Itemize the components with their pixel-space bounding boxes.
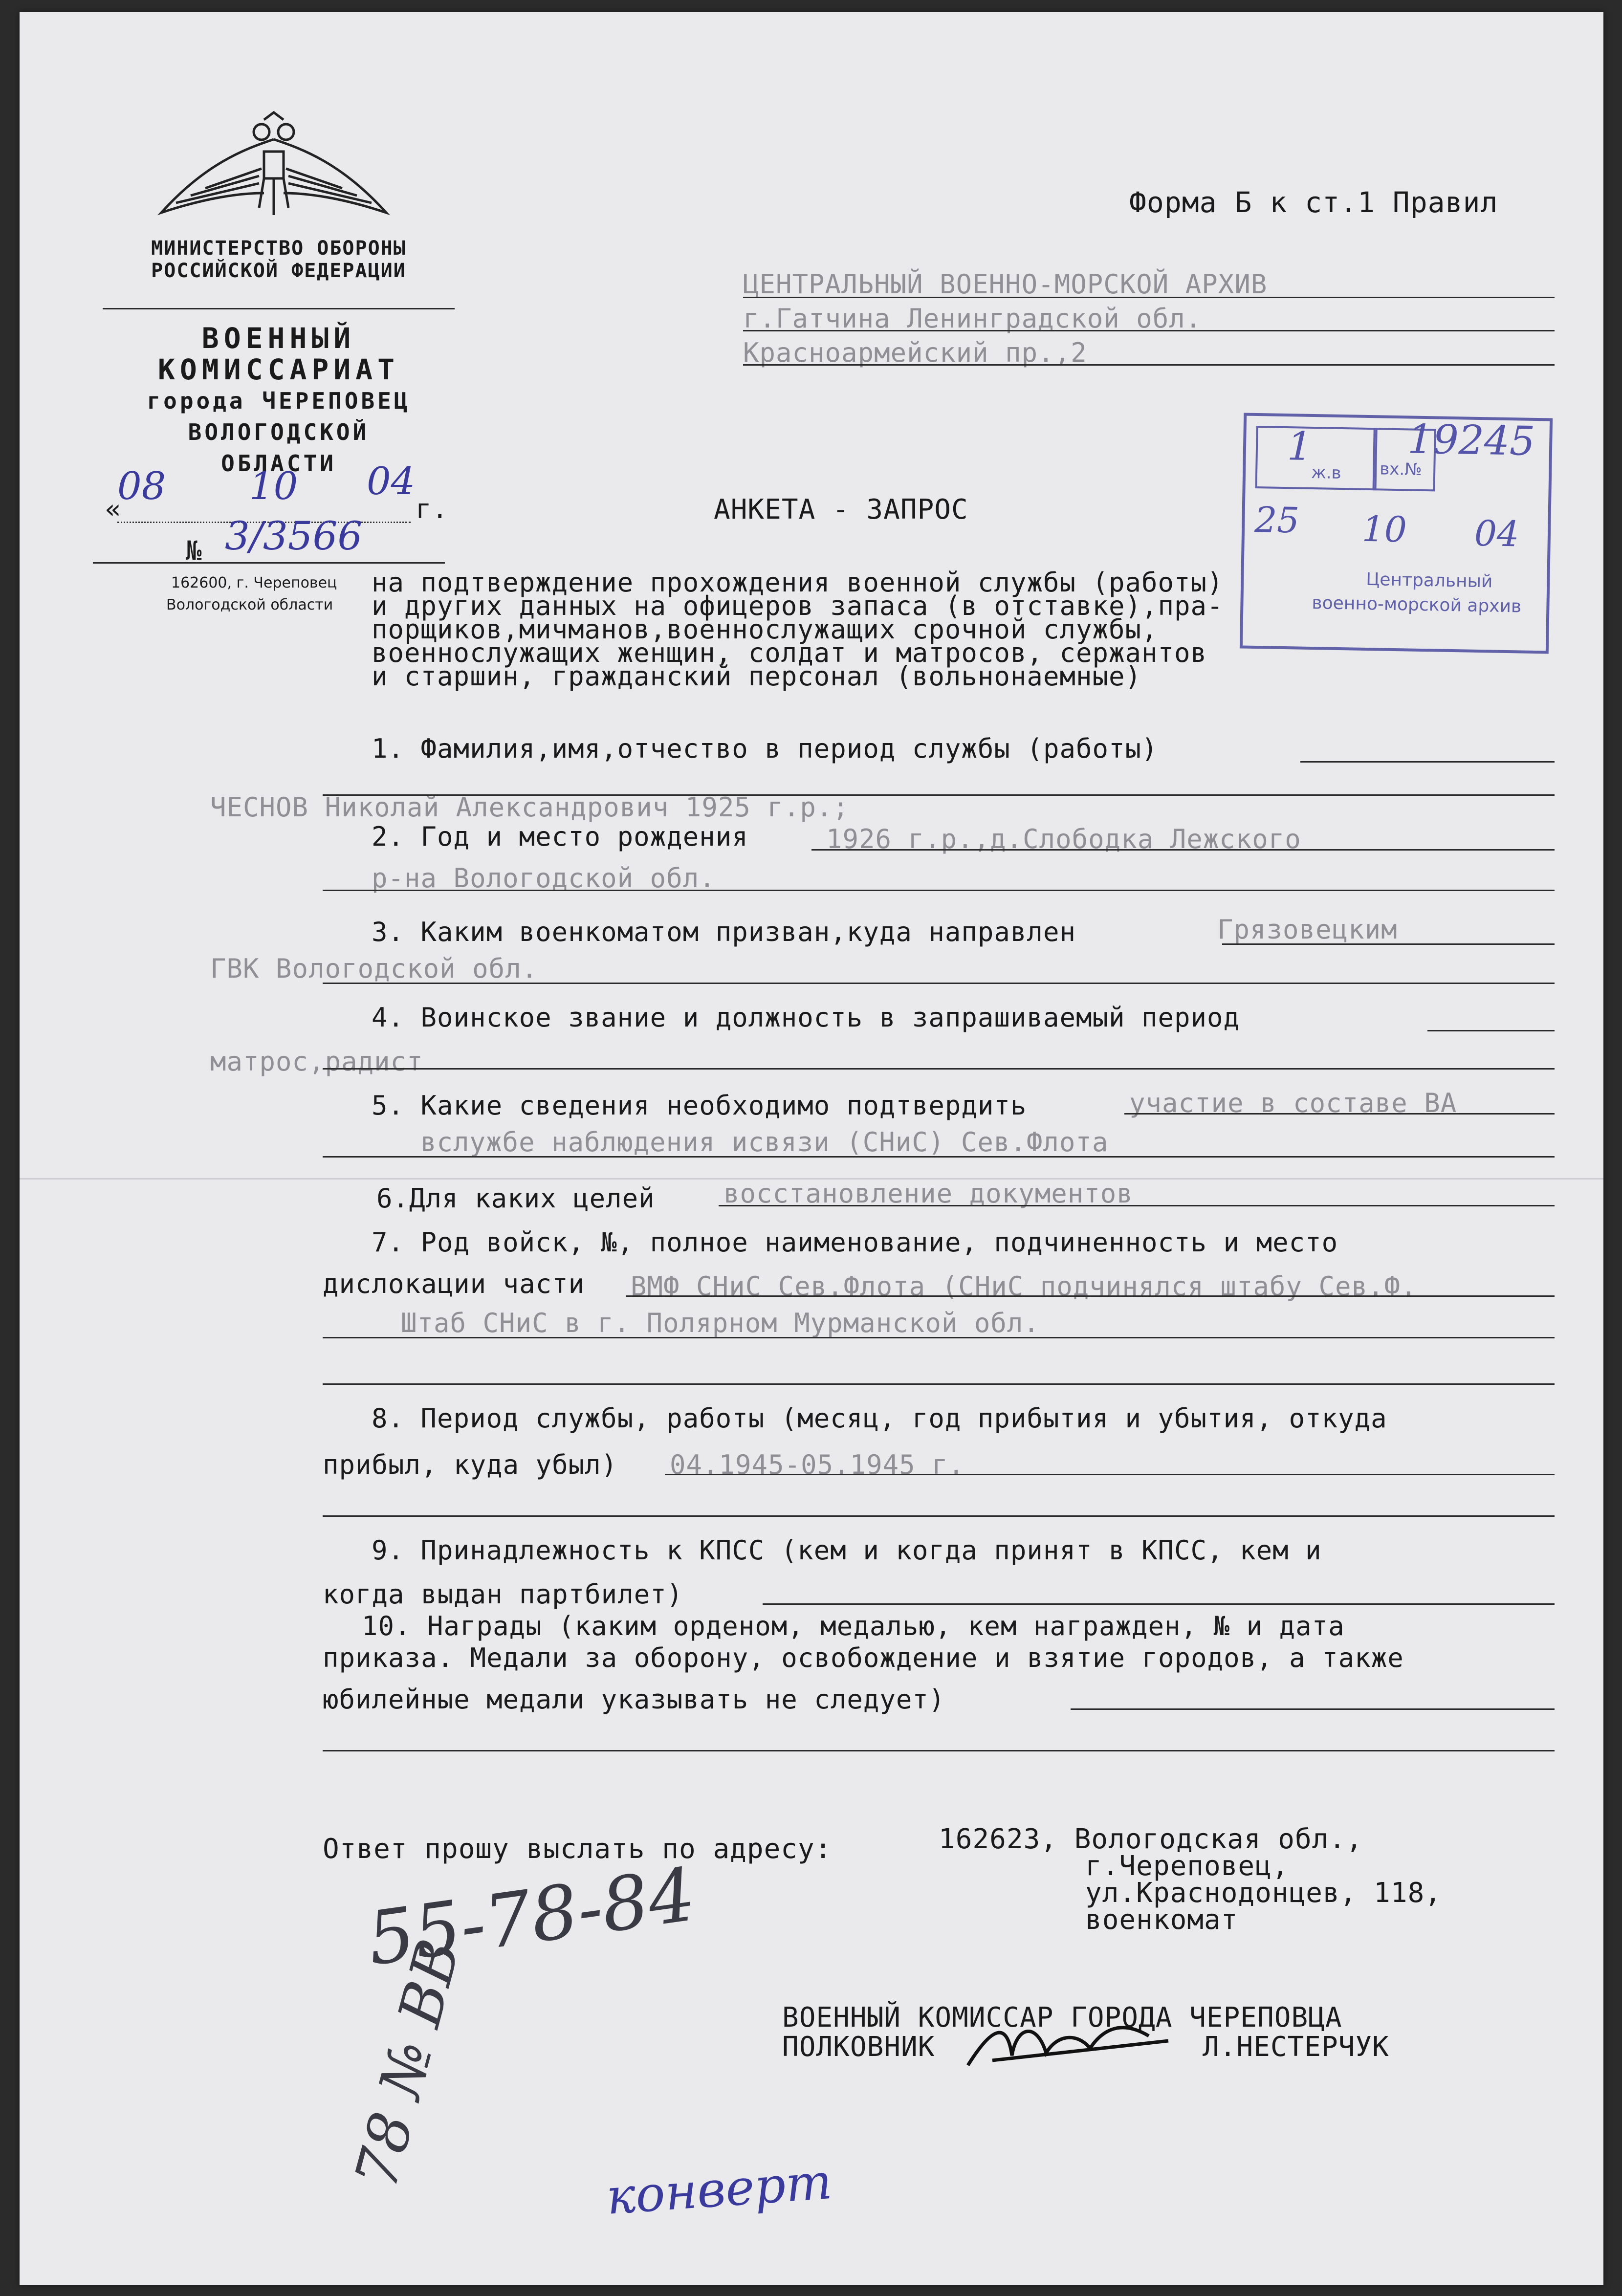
handwritten-word: конверт [604, 2153, 834, 2226]
recipient-underline3 [743, 364, 1555, 366]
q9-label-2: когда выдан партбилет) [323, 1579, 683, 1610]
date-day: 08 [117, 464, 166, 508]
q1-label: 1. Фамилия,имя,отчество в период службы (работы) [372, 733, 1158, 764]
intro-line2: и других данных на офицеров запаса (в отставке),пра- [372, 590, 1224, 621]
q3-label: 3. Каким военкоматом призван,куда направлен [372, 917, 1076, 947]
q1-answer-line [323, 794, 1555, 796]
recipient-line1: ЦЕНТРАЛЬНЫЙ ВОЕННО-МОРСКОЙ АРХИВ [743, 269, 1268, 300]
handwritten-note: 78 № ВВ [342, 1932, 474, 2195]
intro-line5: и старшин, гражданский персонал (вольнонаемные) [372, 661, 1142, 692]
reply-line1: 162623, Вологодская обл., [939, 1823, 1363, 1855]
stamp-box2-label: вх.№ [1379, 459, 1422, 480]
recipient-underline1 [743, 297, 1555, 298]
org-line5: ОБЛАСТИ [221, 450, 336, 477]
outgoing-number: 3/3566 [225, 513, 363, 559]
q9-line [763, 1603, 1555, 1605]
q2-label: 2. Год и место рождения [372, 821, 748, 852]
q7-label-1: 7. Род войск, №, полное наименование, подчиненность и место [372, 1227, 1338, 1258]
stamp-date-month: 10 [1361, 508, 1407, 550]
signer-rank: ПОЛКОВНИК [782, 2031, 935, 2063]
q3-answer-2: ГВК Вологодской обл. [210, 953, 538, 984]
date-year: 04 [367, 459, 416, 503]
date-suffix: г. [416, 494, 449, 525]
q2-answer-2: р-на Вологодской обл. [372, 863, 716, 894]
q7-answer-2: Штаб СНиС в г. Полярном Мурманской обл. [401, 1308, 1040, 1338]
signature-scribble-icon [963, 2007, 1178, 2080]
q5-label: 5. Какие сведения необходимо подтвердить [372, 1090, 1027, 1121]
q10-label-1: 10. Награды (каким орденом, медалью, кем награжден, № и дата [362, 1611, 1345, 1641]
q2-answer-line [323, 890, 1555, 891]
reply-line4: военкомат [1085, 1904, 1238, 1936]
handwritten-reference: 55-78-84 [362, 1852, 701, 1983]
stamp-org-line2: военно-морской архив [1312, 593, 1522, 617]
q8-answer: 04.1945-05.1945 г. [670, 1449, 965, 1480]
ministry-header [93, 237, 464, 282]
stamp-date-day: 25 [1254, 499, 1300, 541]
q4-line [1427, 1030, 1555, 1031]
q4-label: 4. Воинское звание и должность в запрашиваемый период [372, 1002, 1240, 1033]
q8-label-1: 8. Период службы, работы (месяц, год прибытия и убытия, откуда [372, 1403, 1387, 1434]
q10-extra-line [323, 1750, 1555, 1751]
q6-label: 6.Для каких целей [376, 1183, 655, 1214]
q8-extra-line [323, 1515, 1555, 1517]
stamp-date-year: 04 [1474, 512, 1520, 555]
q6-line [719, 1205, 1555, 1206]
q5-answer-2: вслужбе наблюдения исвязи (СНиС) Сев.Флота [420, 1127, 1109, 1158]
ministry-line1: МИНИСТЕРСТВО ОБОРОНЫ [151, 237, 406, 260]
org-line4: ВОЛОГОДСКОЙ [188, 419, 370, 445]
q5-line [1124, 1113, 1555, 1115]
intro-line3: порщиков,мичманов,военнослужащих срочной службы, [372, 614, 1158, 645]
signer-title: ВОЕННЫЙ КОМИССАР ГОРОДА ЧЕРЕПОВЦА [782, 2002, 1342, 2034]
date-prefix: « [105, 494, 122, 525]
q8-line [665, 1474, 1555, 1475]
q4-answer-line [323, 1068, 1555, 1070]
q5-answer-line [323, 1156, 1555, 1158]
q7-line [626, 1295, 1555, 1297]
q7-answer-1: ВМФ СНиС Сев.Флота (СНиС подчинялся штабу Сев.Ф. [631, 1271, 1417, 1302]
stamp-box1 [1255, 423, 1378, 490]
stamp-org-line1: Центральный [1365, 569, 1493, 592]
commissariat-header [93, 323, 464, 479]
reply-line2: г.Череповец, [1085, 1850, 1289, 1882]
number-underline [93, 562, 445, 564]
address-line2: Вологодской области [166, 596, 333, 613]
q10-label-3: юбилейные медали указывать не следует) [323, 1684, 945, 1715]
q10-line [1071, 1708, 1555, 1710]
ministry-line2: РОССИЙСКОЙ ФЕДЕРАЦИИ [151, 260, 406, 282]
number-prefix: № [186, 535, 202, 566]
q10-label-2: приказа. Медали за оборону, освобождение и взятие городов, а также [323, 1642, 1404, 1673]
intro-line1: на подтверждение прохождения военной службы (работы) [372, 567, 1224, 598]
intro-line4: военнослужащих женщин, солдат и матросов, сержантов [372, 637, 1207, 668]
stamp-box1-label: ж.в [1311, 462, 1341, 483]
q7-extra-line [323, 1383, 1555, 1385]
stamp-box1-value: 1 [1287, 423, 1313, 469]
q3-line [1222, 943, 1555, 945]
org-line1: ВОЕННЫЙ [201, 322, 356, 355]
org-line2: КОМИССАРИАТ [157, 353, 400, 386]
q6-answer: восстановление документов [723, 1178, 1133, 1209]
registration-stamp [1240, 413, 1553, 654]
header-divider [103, 308, 455, 309]
recipient-line3: Красноармейский пр.,2 [743, 337, 1087, 368]
q1-answer: ЧЕСНОВ Николай Александрович 1925 г.р.; [210, 792, 849, 823]
reply-label: Ответ прошу выслать по адресу: [323, 1833, 832, 1865]
form-reference: Форма Б к ст.1 Правил [1129, 186, 1498, 219]
eagle-emblem-icon [147, 110, 401, 222]
q9-label-1: 9. Принадлежность к КПСС (кем и когда принят в КПСС, кем и [372, 1535, 1322, 1566]
org-line3: города ЧЕРЕПОВЕЦ [147, 388, 411, 414]
q8-label-2: прибыл, куда убыл) [323, 1449, 618, 1480]
document-page [20, 12, 1603, 2285]
signer-name: Л.НЕСТЕРЧУК [1203, 2031, 1389, 2063]
q3-answer-line [323, 983, 1555, 984]
q5-answer-1: участие в составе ВА [1129, 1088, 1457, 1118]
date-month: 10 [249, 464, 298, 508]
recipient-line2: г.Гатчина Ленинградской обл. [743, 303, 1202, 334]
q2-line [811, 849, 1555, 851]
address-line1: 162600, г. Череповец [171, 574, 337, 591]
q7-answer-line [323, 1337, 1555, 1338]
recipient-underline2 [743, 330, 1555, 331]
q3-answer-1: Грязовецким [1217, 914, 1398, 945]
reply-line3: ул.Краснодонцев, 118, [1085, 1877, 1442, 1909]
q4-answer: матрос,радист [210, 1046, 423, 1077]
form-title: АНКЕТА - ЗАПРОС [714, 494, 968, 525]
q7-label-2: дислокации части [323, 1268, 585, 1299]
stamp-reg-number: 19245 [1407, 416, 1536, 465]
q1-line [1300, 761, 1555, 763]
q2-answer-1: 1926 г.р.,д.Слободка Лежского [826, 824, 1301, 854]
